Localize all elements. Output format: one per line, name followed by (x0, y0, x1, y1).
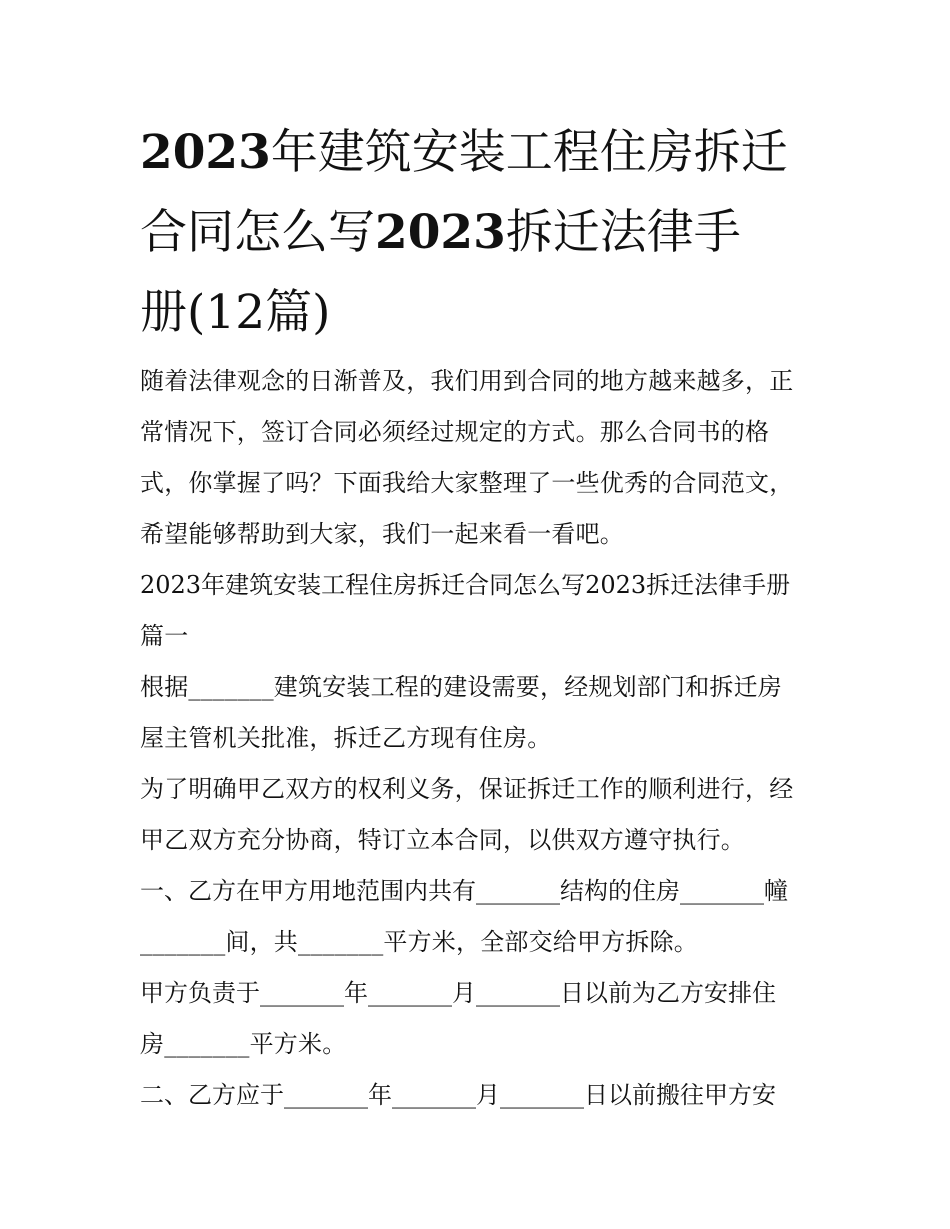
section-heading-line: 2023年建筑安装工程住房拆迁合同怎么写2023拆迁法律手册 (140, 571, 791, 599)
body-line: _______间，共_______平方米，全部交给甲方拆除。 (140, 928, 698, 956)
section-heading-line: 篇一 (140, 622, 189, 650)
body-line: 式，你掌握了吗？下面我给大家整理了一些优秀的合同范文， (140, 469, 794, 497)
body-line: 甲乙双方充分协商，特订立本合同，以供双方遵守执行。 (140, 826, 745, 854)
body-line: 二、乙方应于_______年_______月_______日以前搬往甲方安 (140, 1081, 776, 1109)
body-line: 根据_______建筑安装工程的建设需要，经规划部门和拆迁房 (140, 673, 782, 701)
document-title (140, 113, 820, 353)
title-line-2: 合同怎么写2023拆迁法律手 (140, 205, 741, 260)
document-body (140, 356, 820, 1121)
body-line: 为了明确甲乙双方的权利义务，保证拆迁工作的顺利进行，经 (140, 775, 794, 803)
title-line-3: 册(12篇) (140, 285, 331, 340)
body-line: 常情况下，签订合同必须经过规定的方式。那么合同书的格 (140, 418, 770, 446)
body-line: 屋主管机关批准，拆迁乙方现有住房。 (140, 724, 552, 752)
body-line: 希望能够帮助到大家，我们一起来看一看吧。 (140, 520, 624, 548)
body-line: 房_______平方米。 (140, 1030, 347, 1058)
body-line: 随着法律观念的日渐普及，我们用到合同的地方越来越多，正 (140, 367, 794, 395)
title-line-1: 2023年建筑安装工程住房拆迁 (140, 125, 788, 180)
body-line: 甲方负责于_______年_______月_______日以前为乙方安排住 (140, 979, 776, 1007)
body-line: 一、乙方在甲方用地范围内共有_______结构的住房_______幢 (140, 877, 788, 905)
